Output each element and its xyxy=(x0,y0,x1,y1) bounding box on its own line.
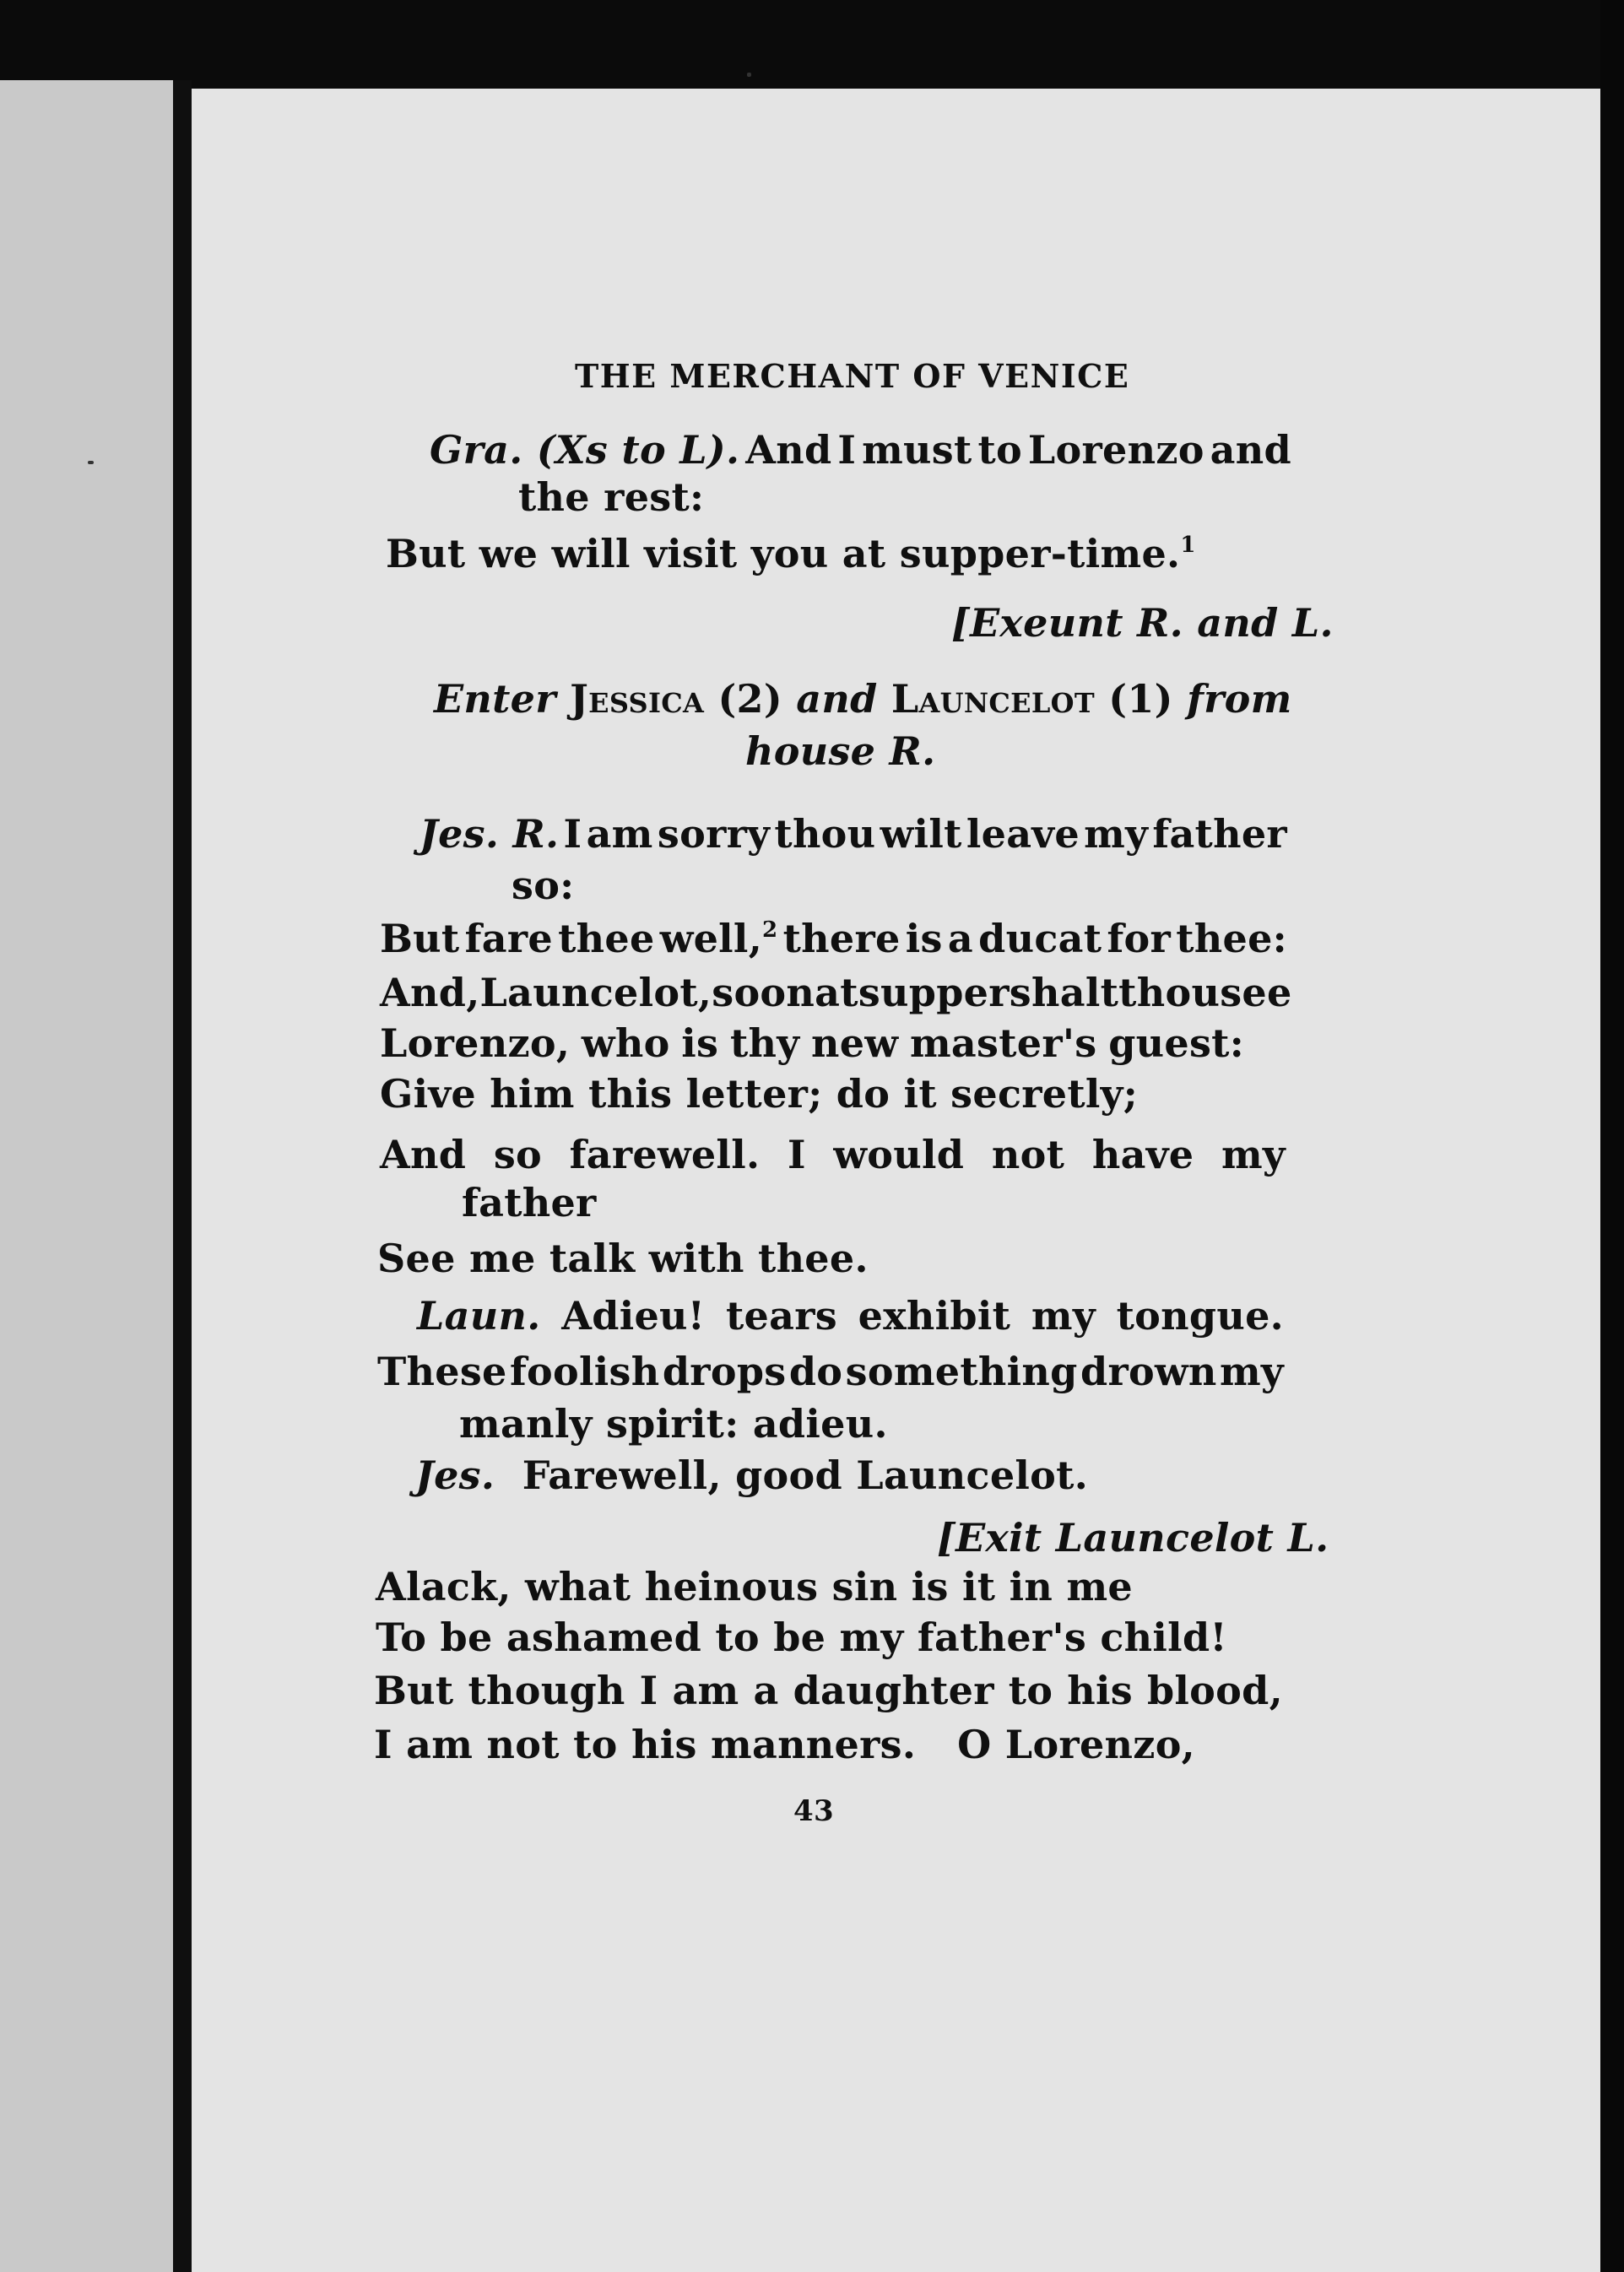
word: leave xyxy=(966,811,1080,857)
word: Enter xyxy=(434,676,556,722)
word: a xyxy=(947,916,973,961)
speech-line xyxy=(386,530,1196,577)
word: daughter xyxy=(793,1668,994,1713)
speech-line: father xyxy=(462,1180,597,1225)
word: I xyxy=(563,811,582,857)
word: a xyxy=(753,1668,779,1713)
word: guest: xyxy=(1108,1020,1244,1066)
word: Jessica xyxy=(570,676,705,722)
word: fare xyxy=(464,916,553,961)
word: Adieu! xyxy=(561,1293,706,1339)
speech-line: I am not to his manners. O Lorenzo, xyxy=(374,1722,1195,1767)
footnote-marker: 1 xyxy=(1180,533,1196,558)
speech-line: manly spirit: adieu. xyxy=(459,1401,888,1447)
word: Farewell, good Launcelot. xyxy=(522,1452,1089,1498)
word: (2) xyxy=(717,676,782,722)
word: exhibit xyxy=(858,1293,1011,1339)
speech-line xyxy=(380,1020,1244,1067)
word: who xyxy=(581,1020,670,1066)
word: at xyxy=(815,970,858,1015)
speech-line: the rest: xyxy=(518,474,705,520)
word: ducat xyxy=(978,916,1102,961)
word: foolish xyxy=(509,1349,660,1394)
word: is xyxy=(681,1020,719,1066)
word: would xyxy=(833,1132,965,1177)
word: But xyxy=(374,1668,454,1713)
stage-direction xyxy=(434,675,1292,722)
word: something xyxy=(845,1349,1078,1394)
word: But we will visit you at supper-time. xyxy=(386,531,1181,576)
speech-line xyxy=(377,1348,1284,1395)
speech-line xyxy=(415,1452,1088,1499)
footnote-marker: 2 xyxy=(762,917,778,943)
word: supper xyxy=(858,970,1010,1015)
word: and xyxy=(796,676,878,722)
page-number: 43 xyxy=(793,1794,834,1828)
speaker-name xyxy=(430,426,739,473)
word: thee: xyxy=(1176,916,1287,961)
speech-line: To be ashamed to be my father's child! xyxy=(376,1615,1227,1660)
word: shalt xyxy=(1009,970,1119,1015)
word: wilt xyxy=(880,811,962,857)
word: to xyxy=(1008,1668,1053,1713)
word: see xyxy=(1220,970,1292,1015)
word: his xyxy=(1067,1668,1133,1713)
word: I xyxy=(837,427,857,473)
stage-direction: house R. xyxy=(745,728,936,774)
speech-line xyxy=(420,810,1287,857)
stage-direction: [Exit Launcelot L. xyxy=(937,1515,1329,1561)
word: tongue. xyxy=(1116,1293,1284,1339)
speech-line xyxy=(380,969,1292,1016)
word: master's xyxy=(909,1020,1097,1066)
word: drown xyxy=(1080,1349,1217,1394)
word: And, xyxy=(380,970,480,1015)
speech-line xyxy=(417,1292,1284,1339)
word: These xyxy=(377,1349,507,1394)
speech-line xyxy=(430,426,1291,473)
word: I xyxy=(639,1668,658,1713)
speech-line xyxy=(380,915,1287,962)
word: blood, xyxy=(1146,1668,1283,1713)
word: Lorenzo, xyxy=(380,1020,571,1066)
word: and xyxy=(1210,427,1291,473)
word: drops xyxy=(662,1349,787,1394)
word-group xyxy=(660,915,778,962)
word: though xyxy=(468,1668,625,1713)
word: am xyxy=(586,811,653,857)
word: there xyxy=(782,916,901,961)
word: I xyxy=(787,1132,806,1177)
word: is xyxy=(905,916,943,961)
word: my xyxy=(1219,1349,1284,1394)
word: not xyxy=(991,1132,1065,1177)
word: soon xyxy=(712,970,815,1015)
word: have xyxy=(1091,1132,1194,1177)
stage-direction: [Exeunt R. and L. xyxy=(951,600,1334,646)
word: Launcelot, xyxy=(479,970,712,1015)
word: well, xyxy=(659,916,763,961)
word: so xyxy=(493,1132,543,1177)
word: But xyxy=(380,916,460,961)
speaker-name: Jes. R. xyxy=(420,811,560,857)
word: And xyxy=(745,427,832,473)
word: sorry xyxy=(657,811,771,857)
word: father xyxy=(1152,811,1287,857)
running-head: THE MERCHANT OF VENICE xyxy=(575,357,1130,395)
word: to xyxy=(977,427,1022,473)
word: thee xyxy=(558,916,655,961)
speech-line: so: xyxy=(512,863,575,908)
word: for xyxy=(1107,916,1172,961)
word: am xyxy=(672,1668,739,1713)
word: tears xyxy=(725,1293,837,1339)
speaker-name: Jes. xyxy=(415,1452,495,1498)
word: thou xyxy=(1118,970,1221,1015)
word: thou xyxy=(774,811,876,857)
speaker-name: Laun. xyxy=(417,1293,541,1339)
word: Lorenzo xyxy=(1027,427,1204,473)
word: from xyxy=(1187,676,1292,722)
word: new xyxy=(811,1020,899,1066)
speech-line: Give him this letter; do it secretly; xyxy=(380,1071,1138,1117)
word: my xyxy=(1084,811,1149,857)
word: thy xyxy=(729,1020,800,1066)
speech-line: Alack, what heinous sin is it in me xyxy=(376,1564,1133,1609)
word: (1) xyxy=(1108,676,1173,722)
word: do xyxy=(788,1349,843,1394)
word: farewell. xyxy=(569,1132,761,1177)
speech-line xyxy=(380,1131,1286,1178)
speech-line: See me talk with thee. xyxy=(377,1236,869,1281)
speech-line xyxy=(374,1667,1283,1714)
word: my xyxy=(1031,1293,1096,1339)
word: must xyxy=(862,427,972,473)
word: Gra. xyxy=(430,427,523,473)
word: And xyxy=(380,1132,467,1177)
word: Launcelot xyxy=(890,676,1095,722)
word: my xyxy=(1221,1132,1286,1177)
word: (Xs to L). xyxy=(536,427,740,473)
